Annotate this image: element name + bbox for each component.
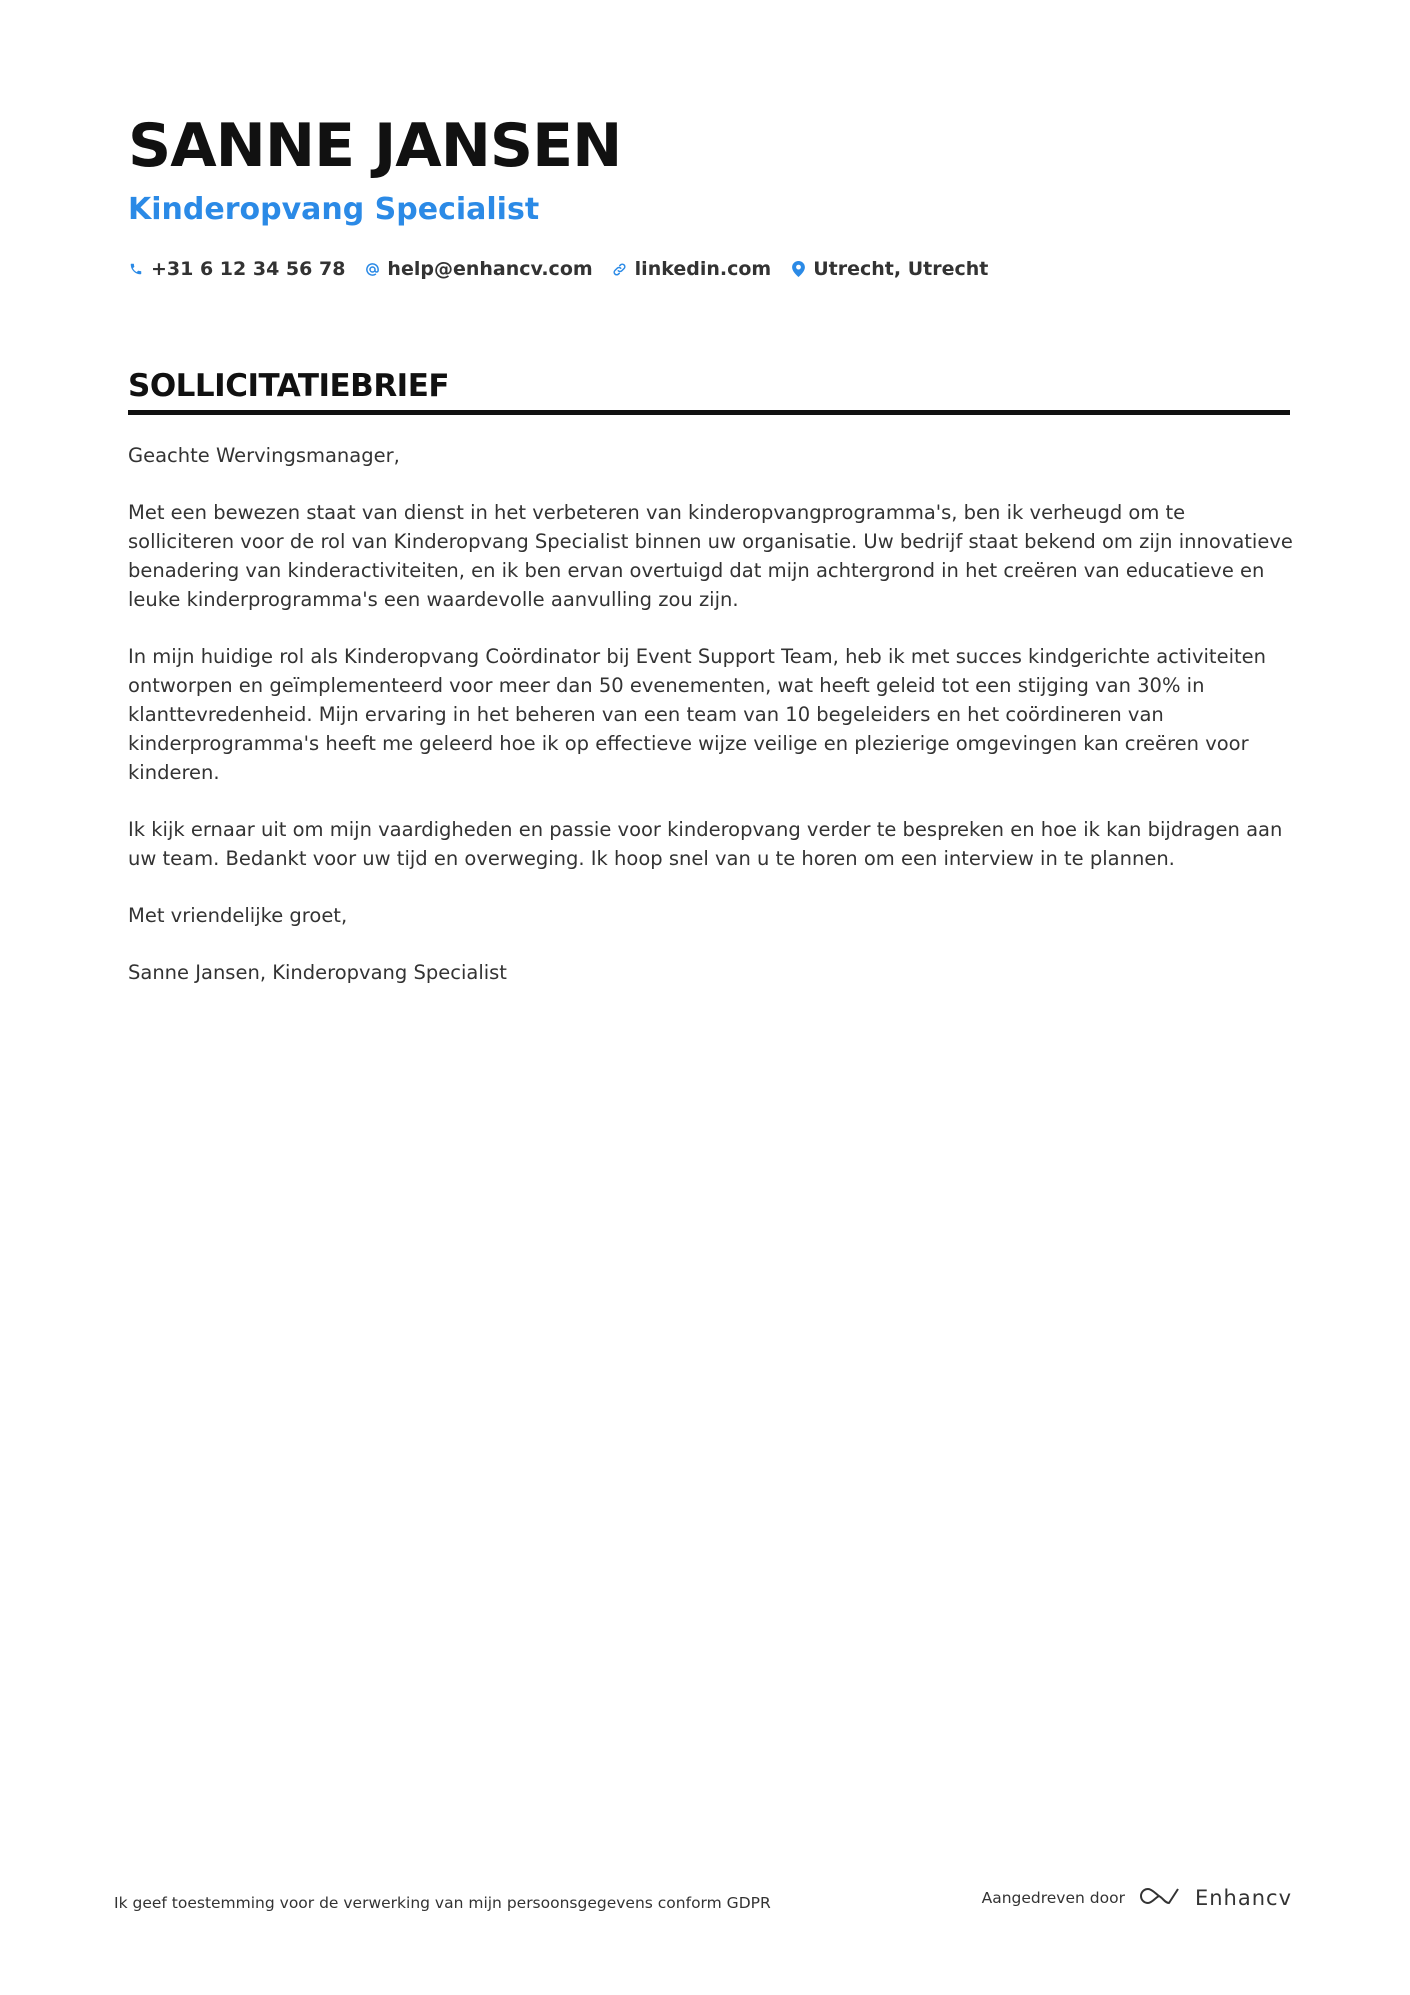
letter-paragraph-1: Met een bewezen staat van dienst in het verbeteren van kinderopvangprogramma's, ben ik verheugd om te solliciteren voor de rol van Kinderopvang Specialist binnen uw organisatie. Uw bedrijf staat bekend om zijn innovatieve benadering van kinderactiviteiten, en ik ben ervan overtuigd dat mijn achtergrond in het creëren van educatieve en leuke kinderprogramma's een waardevolle aanvulling zou zijn. <box>128 501 1293 611</box>
section-divider <box>128 410 1290 415</box>
candidate-name: SANNE JANSEN <box>128 111 622 181</box>
letter-signature: Sanne Jansen, Kinderopvang Specialist <box>128 961 507 984</box>
enhancv-logo[interactable] <box>1137 1884 1292 1912</box>
link-icon <box>612 259 628 279</box>
contact-location <box>790 258 988 280</box>
contact-bar <box>128 254 1007 284</box>
powered-by[interactable] <box>982 1884 1292 1912</box>
brand-name: Enhancv <box>1194 1886 1292 1910</box>
letter-paragraph-2: In mijn huidige rol als Kinderopvang Coördinator bij Event Support Team, heb ik met succes kindgerichte activiteiten ontworpen en geïmplementeerd voor meer dan 50 evenementen, wat heeft geleid tot een stijging van 30% in klanttevredenheid. Mijn ervaring in het beheren van een team van 10 begeleiders en het coördineren van kinderprogramma's heeft me geleerd hoe ik op effectieve wijze veilige en plezierige omgevingen kan creëren voor kinderen. <box>128 645 1266 784</box>
at-icon <box>364 259 380 279</box>
phone-icon <box>128 259 144 279</box>
contact-phone-text: +31 6 12 34 56 78 <box>151 258 346 280</box>
contact-linkedin-text[interactable]: linkedin.com <box>634 258 772 280</box>
powered-by-label: Aangedreven door <box>981 1889 1125 1907</box>
location-pin-icon <box>790 259 806 279</box>
letter-closing: Met vriendelijke groet, <box>128 904 348 927</box>
candidate-title: Kinderopvang Specialist <box>128 192 540 227</box>
contact-linkedin[interactable] <box>612 258 772 280</box>
contact-email-text[interactable]: help@enhancv.com <box>387 258 593 280</box>
letter-paragraph-3: Ik kijk ernaar uit om mijn vaardigheden en passie voor kinderopvang verder te bespreken en hoe ik kan bijdragen aan uw team. Bedankt voor uw tijd en overweging. Ik hoop snel van u te horen om een interview in te plannen. <box>128 818 1283 870</box>
letter-salutation: Geachte Wervingsmanager, <box>128 444 400 467</box>
contact-phone <box>128 258 345 280</box>
enhancv-logo-icon <box>1137 1884 1183 1912</box>
contact-email[interactable] <box>364 258 592 280</box>
letter-body <box>128 441 1293 1015</box>
section-title: SOLLICITATIEBRIEF <box>128 368 450 404</box>
gdpr-consent-text: Ik geef toestemming voor de verwerking van mijn persoonsgegevens conform GDPR <box>114 1894 771 1912</box>
contact-location-text: Utrecht, Utrecht <box>813 258 989 280</box>
